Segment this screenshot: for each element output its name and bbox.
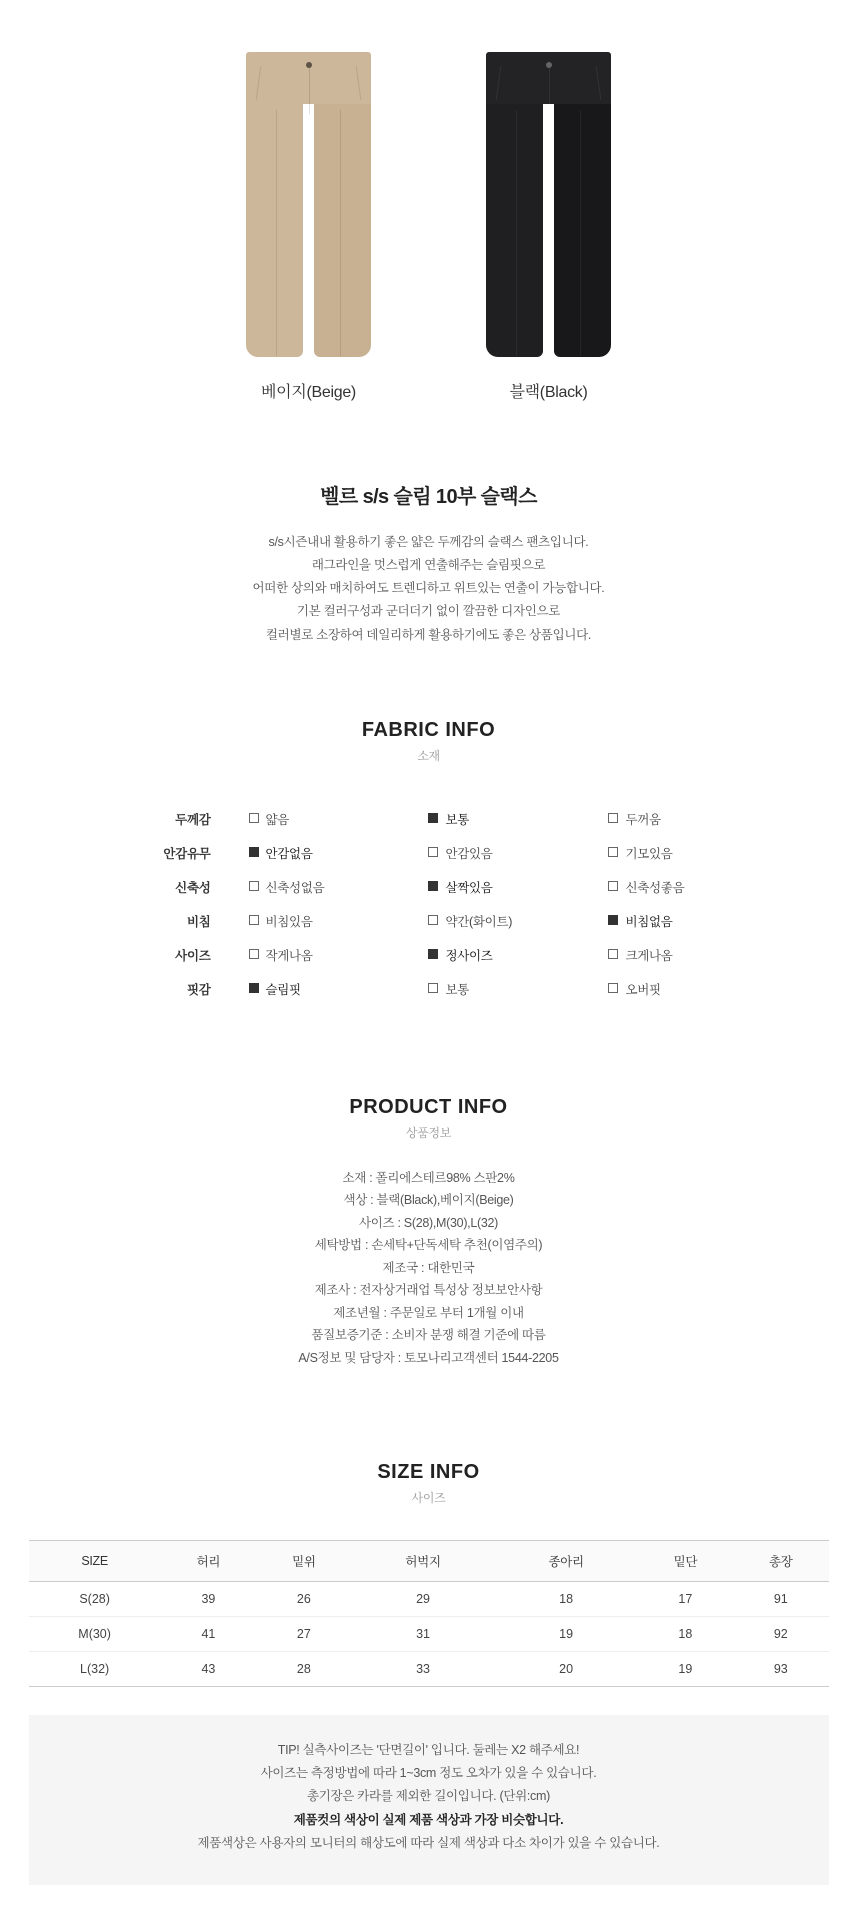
description-line: 기본 컬러구성과 군더더기 없이 깔끔한 디자인으로 — [296, 604, 561, 619]
table-row — [29, 1617, 829, 1652]
size-info-heading — [0, 1461, 857, 1506]
checkbox-icon — [608, 949, 618, 959]
checkbox-icon — [249, 915, 259, 925]
fabric-option-label: 비침없음 — [625, 914, 673, 929]
fabric-option-label: 기모있음 — [625, 846, 673, 861]
pants-inner-gap — [303, 162, 314, 357]
pants-inner-gap — [543, 162, 554, 357]
fabric-option-label: 크게나옴 — [625, 948, 673, 963]
fabric-info-section — [0, 719, 857, 1006]
bottom-spacer — [0, 1885, 857, 1921]
fabric-option — [608, 870, 788, 904]
fabric-option-label: 두꺼움 — [625, 812, 661, 827]
fabric-option-label: 오버핏 — [625, 982, 661, 997]
fabric-table — [69, 802, 789, 1006]
cell-hem: 18 — [638, 1617, 733, 1652]
product-info-line: 세탁방법 : 손세탁+단독세탁 추천(이염주의) — [314, 1238, 543, 1253]
fabric-option — [428, 904, 608, 938]
fabric-option-label: 작게나옴 — [265, 948, 313, 963]
column-header: 밑단 — [638, 1541, 733, 1582]
color-swatch-row — [0, 0, 857, 402]
checkbox-icon — [608, 847, 618, 857]
cell-size: S(28) — [29, 1582, 161, 1617]
checkbox-icon — [249, 813, 259, 823]
size-tip-box — [29, 1715, 829, 1885]
pants-left-leg — [246, 104, 303, 357]
cell-rise: 26 — [256, 1582, 351, 1617]
fabric-option-label: 안감없음 — [265, 846, 313, 861]
fabric-row-transparency — [69, 904, 789, 938]
cell-thigh: 31 — [352, 1617, 495, 1652]
column-header: SIZE — [29, 1541, 161, 1582]
fabric-option-label: 비침있음 — [265, 914, 313, 929]
fabric-option-label: 살짝있음 — [445, 880, 493, 895]
size-table — [29, 1540, 829, 1687]
product-heading-ko: 상품정보 — [405, 1125, 452, 1140]
cell-thigh: 33 — [352, 1652, 495, 1687]
description-line: 어떠한 상의와 매치하여도 트렌디하고 위트있는 연출이 가능합니다. — [252, 581, 605, 596]
swatch-label-black: 블랙(Black) — [509, 384, 588, 401]
pants-button-icon — [306, 62, 312, 68]
checkbox-icon — [428, 915, 438, 925]
pants-left-leg — [486, 104, 543, 357]
product-info-line: 품질보증기준 : 소비자 분쟁 해결 기준에 따름 — [311, 1328, 546, 1343]
product-info-line: 제조국 : 대한민국 — [382, 1260, 475, 1275]
checkbox-icon — [249, 847, 259, 857]
pants-crease-right — [340, 110, 341, 356]
product-info-line: 사이즈 : S(28),M(30),L(32) — [358, 1215, 499, 1230]
swatch-label-beige: 베이지(Beige) — [261, 384, 356, 401]
product-info-line: 소재 : 폴리에스테르98% 스판2% — [342, 1170, 515, 1185]
product-heading-en: PRODUCT INFO — [349, 1095, 508, 1118]
checkbox-icon — [428, 949, 438, 959]
column-header: 허벅지 — [352, 1541, 495, 1582]
fabric-option-label: 슬림핏 — [265, 982, 301, 997]
fabric-row-label: 사이즈 — [175, 948, 211, 963]
cell-rise: 28 — [256, 1652, 351, 1687]
fabric-row-label: 안감유무 — [163, 846, 211, 861]
checkbox-icon — [428, 813, 438, 823]
fabric-option — [249, 836, 429, 870]
fabric-option — [428, 870, 608, 904]
product-info-section — [0, 1096, 857, 1370]
fabric-option — [428, 972, 608, 1006]
fabric-option-label: 보통 — [445, 982, 470, 997]
pants-crease-right — [580, 110, 581, 356]
pants-image-beige — [246, 52, 371, 357]
fabric-option-label: 신축성없음 — [265, 880, 325, 895]
fabric-option — [608, 802, 788, 836]
fabric-option — [608, 904, 788, 938]
cell-waist: 41 — [161, 1617, 256, 1652]
pants-image-black — [486, 52, 611, 357]
cell-size: L(32) — [29, 1652, 161, 1687]
fabric-option-label: 신축성좋음 — [625, 880, 685, 895]
tip-line-emphasis: 제품컷의 색상이 실제 제품 색상과 가장 비슷합니다. — [293, 1812, 564, 1827]
product-description — [0, 531, 857, 647]
cell-calf: 20 — [495, 1652, 638, 1687]
fabric-row-label: 비침 — [186, 914, 211, 929]
table-header-row — [29, 1541, 829, 1582]
checkbox-icon — [249, 949, 259, 959]
fabric-info-heading — [0, 719, 857, 764]
description-line: s/s시즌내내 활용하기 좋은 얇은 두께감의 슬랙스 팬츠입니다. — [268, 535, 589, 549]
fabric-option — [249, 972, 429, 1006]
table-row — [29, 1582, 829, 1617]
product-intro — [0, 480, 857, 647]
fabric-option — [608, 972, 788, 1006]
fabric-heading-en: FABRIC INFO — [361, 718, 496, 741]
column-header: 종아리 — [495, 1541, 638, 1582]
fabric-row-fit — [69, 972, 789, 1006]
tip-line: 제품색상은 사용자의 모니터의 해상도에 따라 실제 색상과 다소 차이가 있을 수 있습니다. — [197, 1835, 660, 1850]
fabric-option-label: 정사이즈 — [445, 948, 493, 963]
fabric-row-size — [69, 938, 789, 972]
product-info-line: 제조사 : 전자상거래업 특성상 정보보안사항 — [314, 1283, 543, 1298]
page-title: 벨르 s/s 슬림 10부 슬랙스 — [320, 486, 537, 508]
pants-button-icon — [546, 62, 552, 68]
size-heading-ko: 사이즈 — [411, 1491, 446, 1506]
cell-hem: 19 — [638, 1652, 733, 1687]
fabric-row-stretch — [69, 870, 789, 904]
tip-line: 총기장은 카라를 제외한 길이입니다. (단위:cm) — [306, 1789, 550, 1804]
cell-calf: 18 — [495, 1582, 638, 1617]
fabric-row-label: 핏감 — [186, 982, 211, 997]
checkbox-icon — [428, 847, 438, 857]
checkbox-icon — [608, 813, 618, 823]
checkbox-icon — [428, 983, 438, 993]
cell-waist: 39 — [161, 1582, 256, 1617]
cell-size: M(30) — [29, 1617, 161, 1652]
product-info-line: 색상 : 블랙(Black),베이지(Beige) — [343, 1193, 514, 1208]
checkbox-icon — [608, 881, 618, 891]
fabric-row-lining — [69, 836, 789, 870]
fabric-option-label: 얇음 — [265, 812, 290, 827]
fabric-option-label: 약간(화이트) — [445, 914, 513, 929]
checkbox-icon — [249, 881, 259, 891]
checkbox-icon — [608, 983, 618, 993]
product-info-heading — [0, 1096, 857, 1141]
cell-length: 91 — [733, 1582, 828, 1617]
fabric-row-label: 신축성 — [175, 880, 211, 895]
fabric-option-label: 안감있음 — [445, 846, 493, 861]
pants-right-leg — [554, 104, 611, 357]
column-header: 밑위 — [256, 1541, 351, 1582]
pants-crease-left — [276, 110, 277, 356]
fabric-option — [428, 802, 608, 836]
fabric-option-label: 보통 — [445, 812, 470, 827]
fabric-option — [608, 836, 788, 870]
pants-fly — [549, 68, 550, 114]
fabric-row-thickness — [69, 802, 789, 836]
tip-line: TIP! 실측사이즈는 '단면길이' 입니다. 둘레는 X2 해주세요! — [277, 1743, 580, 1758]
fabric-option — [249, 802, 429, 836]
cell-waist: 43 — [161, 1652, 256, 1687]
product-info-line: A/S정보 및 담당자 : 토모나리고객센터 1544-2205 — [298, 1350, 559, 1365]
fabric-option — [428, 938, 608, 972]
cell-hem: 17 — [638, 1582, 733, 1617]
checkbox-icon — [428, 881, 438, 891]
swatch-beige — [219, 52, 399, 402]
cell-calf: 19 — [495, 1617, 638, 1652]
fabric-option — [249, 870, 429, 904]
table-row — [29, 1652, 829, 1687]
description-line: 래그라인을 멋스럽게 연출해주는 슬림핏으로 — [311, 558, 546, 573]
description-line: 컬러별로 소장하여 데일리하게 활용하기에도 좋은 상품입니다. — [265, 627, 592, 642]
swatch-black — [459, 52, 639, 402]
fabric-option — [428, 836, 608, 870]
cell-length: 93 — [733, 1652, 828, 1687]
pants-right-leg — [314, 104, 371, 357]
cell-rise: 27 — [256, 1617, 351, 1652]
checkbox-icon — [608, 915, 618, 925]
tip-line: 사이즈는 측정방법에 따라 1~3cm 정도 오차가 있을 수 있습니다. — [260, 1766, 597, 1781]
pants-fly — [309, 68, 310, 114]
checkbox-icon — [249, 983, 259, 993]
product-info-line: 제조년월 : 주문일로 부터 1개월 이내 — [333, 1305, 524, 1320]
size-info-section — [0, 1461, 857, 1885]
product-info-lines — [0, 1167, 857, 1370]
fabric-heading-ko: 소재 — [417, 748, 440, 763]
fabric-row-label: 두께감 — [175, 812, 211, 827]
cell-thigh: 29 — [352, 1582, 495, 1617]
fabric-option — [249, 938, 429, 972]
column-header: 총장 — [733, 1541, 828, 1582]
pants-crease-left — [516, 110, 517, 356]
cell-length: 92 — [733, 1617, 828, 1652]
size-heading-en: SIZE INFO — [377, 1461, 480, 1484]
fabric-option — [249, 904, 429, 938]
fabric-option — [608, 938, 788, 972]
column-header: 허리 — [161, 1541, 256, 1582]
